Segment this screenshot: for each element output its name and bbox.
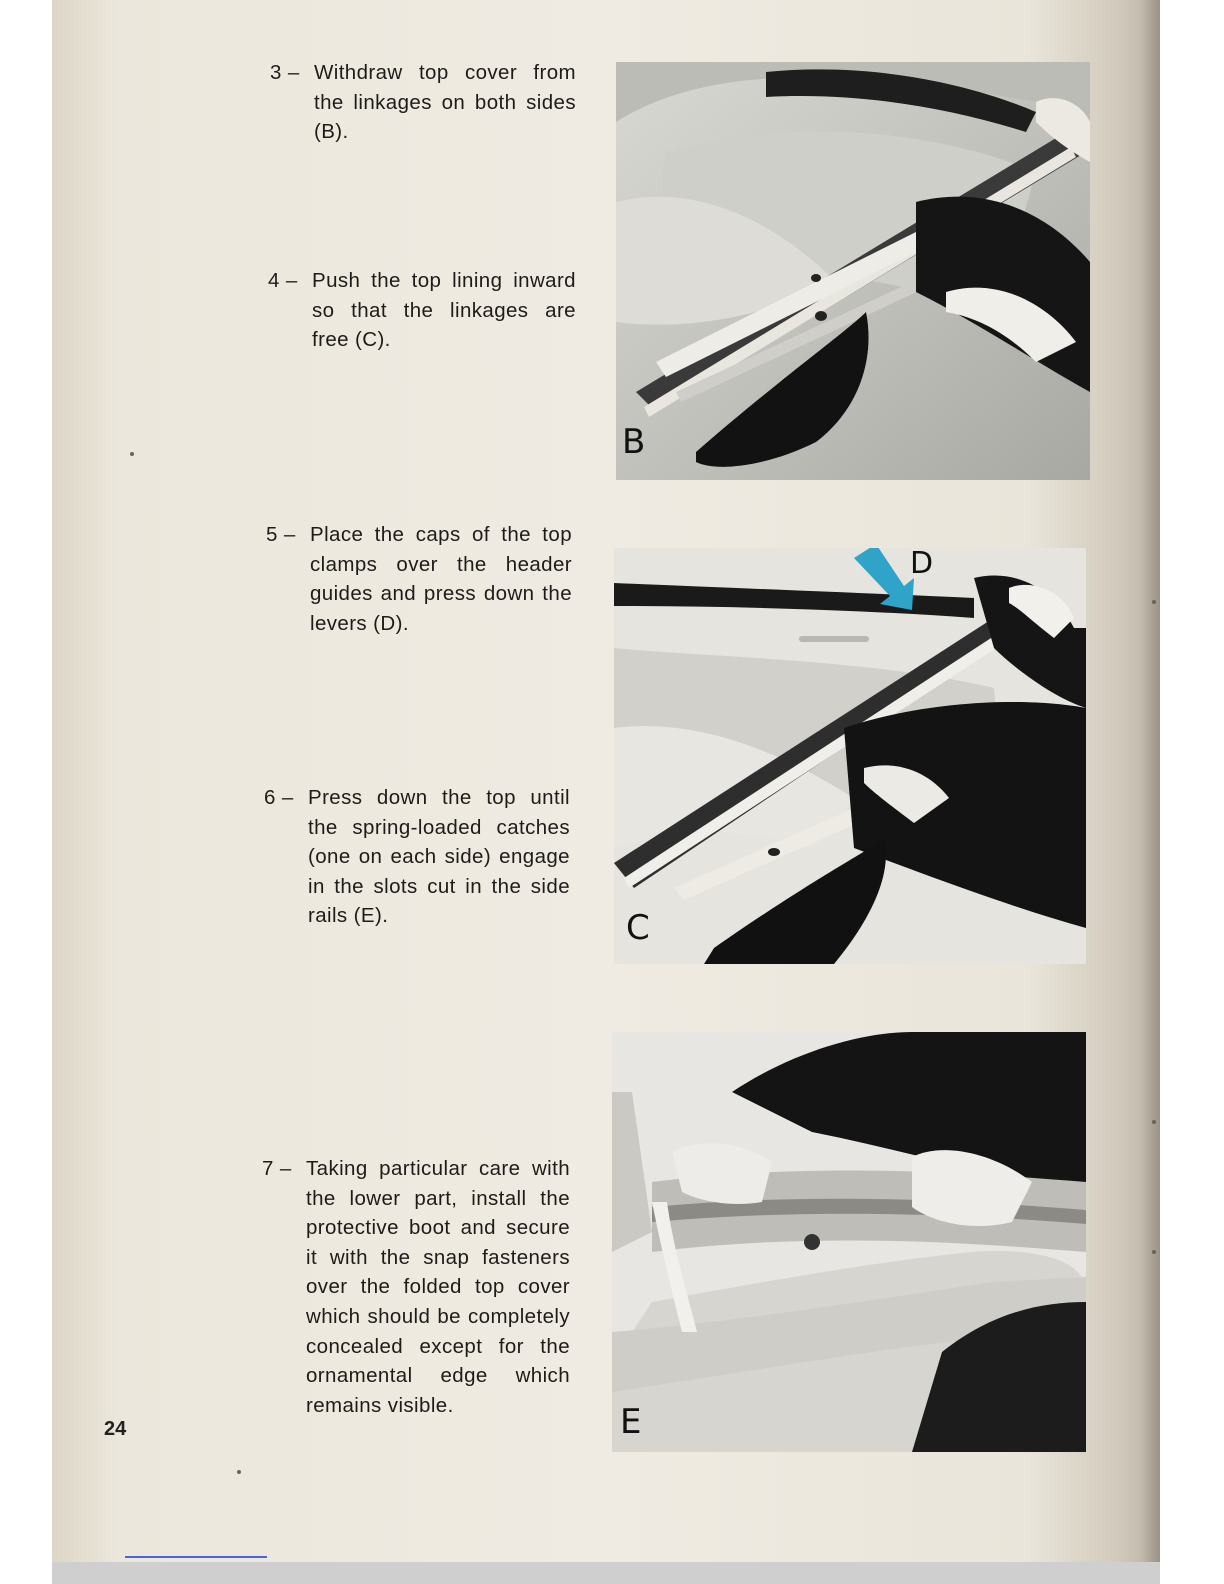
photo-b xyxy=(616,62,1090,480)
photo-label: E xyxy=(620,1402,642,1442)
step-text: Withdraw top cover from the linkages on both sides (B). xyxy=(314,61,576,144)
viewer-bottom-strip xyxy=(52,1562,1160,1584)
photo-label: B xyxy=(622,422,646,462)
step-text: Taking particular care with the lower part, install the protective boot and secure it with the snap fasteners over the folded top cover which should be completely concealed except for the ornamental edge which remains visible. xyxy=(306,1157,570,1417)
step-7 xyxy=(262,1154,570,1420)
step-number: 7 – xyxy=(262,1157,292,1180)
paper-speck xyxy=(1152,600,1156,604)
step-text: Press down the top until the spring-loaded catches (one on each side) engage in the slots cut in the side rails (E). xyxy=(308,786,570,928)
page-edge-shadow xyxy=(1140,0,1160,1568)
photo-c xyxy=(614,548,1086,964)
photo-e xyxy=(612,1032,1086,1452)
viewer-bottom-link[interactable] xyxy=(125,1556,267,1558)
step-4 xyxy=(268,266,576,355)
photo-top-lining-and-catch-icon xyxy=(614,548,1086,964)
page-number: 24 xyxy=(104,1418,127,1440)
paper-speck xyxy=(130,452,134,456)
annotation-label-d: D xyxy=(910,548,934,581)
step-6 xyxy=(264,783,570,931)
step-number: 6 – xyxy=(264,786,294,809)
paper-speck xyxy=(1152,1250,1156,1254)
step-text: Place the caps of the top clamps over the header guides and press down the levers (D). xyxy=(310,523,572,635)
step-number: 5 – xyxy=(266,523,296,546)
photo-protective-boot-installation-icon xyxy=(612,1032,1086,1452)
step-number: 3 – xyxy=(270,61,300,84)
step-5 xyxy=(266,520,572,638)
step-text: Push the top lining inward so that the linkages are free (C). xyxy=(312,269,576,352)
step-number: 4 – xyxy=(268,269,298,292)
paper-speck xyxy=(1152,1120,1156,1124)
paper-speck xyxy=(237,1470,241,1474)
photo-label: C xyxy=(626,908,650,948)
step-3 xyxy=(270,58,576,147)
photo-folding-top-linkage-icon xyxy=(616,62,1090,480)
